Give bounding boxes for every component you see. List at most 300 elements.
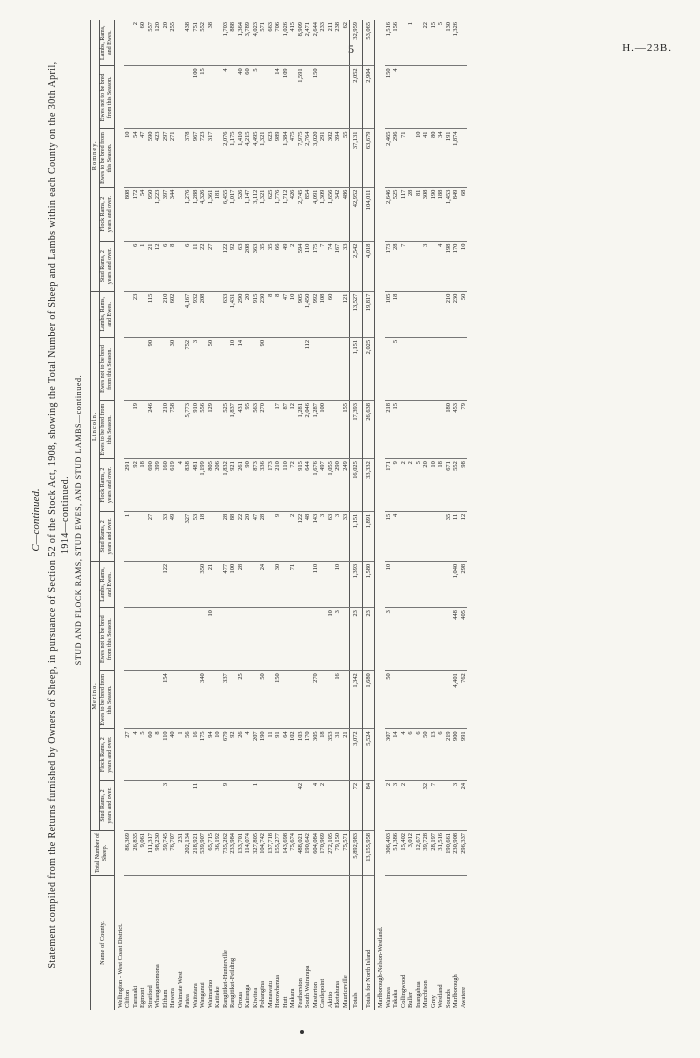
cell-value: 13: [430, 729, 438, 781]
cell-value: 80: [430, 129, 438, 187]
total-sheep: 9,061: [139, 831, 147, 876]
cell-value: [422, 671, 430, 729]
cell-value: 2,471: [304, 20, 312, 66]
cell-value: 218: [385, 401, 393, 459]
cell-value: [430, 608, 438, 671]
cell-value: [327, 401, 335, 459]
total-sheep: 233,984: [229, 831, 237, 876]
total-sheep: 137,718: [267, 831, 275, 876]
col-merino-4: Lambs, Rams, and Ewes.: [99, 561, 114, 607]
cell-value: [267, 66, 275, 129]
cell-value: [282, 608, 290, 671]
cell-value: 10: [460, 241, 468, 291]
cell-value: [259, 66, 267, 129]
county-name: Totals: [350, 876, 363, 1011]
cell-value: 26,638: [362, 401, 375, 459]
cell-value: 198: [445, 241, 453, 291]
cell-value: [304, 780, 312, 830]
cell-value: [147, 608, 155, 671]
cell-value: [342, 561, 350, 607]
cell-value: 4: [132, 729, 140, 781]
cell-value: 117: [400, 187, 408, 241]
cell-value: 208: [244, 241, 252, 291]
table-row: [289, 20, 297, 1010]
total-sheep: 31,516: [437, 831, 445, 876]
cell-value: [139, 561, 147, 607]
cell-value: [445, 608, 453, 671]
cell-value: 180: [445, 401, 453, 459]
cell-value: 1,326: [452, 20, 460, 66]
cell-value: 4,167: [184, 291, 192, 337]
cell-value: 3: [162, 780, 170, 830]
cell-value: [282, 561, 290, 607]
cell-value: 1,199: [199, 459, 207, 512]
cell-value: 10: [124, 129, 132, 187]
cell-value: 1,676: [312, 459, 320, 512]
cell-value: 305: [312, 729, 320, 781]
cell-value: [282, 671, 290, 729]
cell-value: 48: [304, 511, 312, 561]
cell-value: 3,112: [252, 187, 260, 241]
cell-value: 4,495: [252, 129, 260, 187]
cell-value: [422, 561, 430, 607]
cell-value: 42,952: [350, 187, 363, 241]
cell-value: [184, 671, 192, 729]
cell-value: 854: [304, 187, 312, 241]
cell-value: 363: [252, 241, 260, 291]
cell-value: [214, 241, 222, 291]
cell-value: [407, 291, 415, 337]
county-name: Waimate West: [176, 971, 184, 1008]
cell-value: 100: [192, 66, 200, 129]
cell-value: 88: [229, 511, 237, 561]
cell-value: [342, 337, 350, 400]
cell-value: [422, 337, 430, 400]
cell-value: 8: [267, 291, 275, 337]
cell-value: [199, 608, 207, 671]
cell-value: 4: [312, 780, 320, 830]
cell-value: 11: [192, 241, 200, 291]
cell-value: 1,287: [312, 401, 320, 459]
col-romney-4: Lambs, Rams, and Ewes.: [99, 20, 114, 66]
cell-value: 50: [422, 729, 430, 781]
cell-value: 8,909: [297, 20, 305, 66]
cell-value: 47: [139, 129, 147, 187]
col-romney-1: Flock Rams, 2 years and over.: [99, 187, 114, 241]
cell-value: [460, 66, 468, 129]
cell-value: [312, 337, 320, 400]
cell-value: 63: [237, 241, 245, 291]
table-row: [452, 20, 460, 1010]
cell-value: 706: [274, 20, 282, 66]
cell-value: 47: [252, 511, 260, 561]
cell-value: 22: [422, 20, 430, 66]
section-title: Wellington - West Coast District.: [116, 923, 124, 1008]
cell-value: 33: [342, 511, 350, 561]
cell-value: 3: [385, 608, 393, 671]
cell-value: 394: [334, 129, 342, 187]
col-name: Name of County.: [91, 876, 115, 1011]
cell-value: 5,773: [184, 401, 192, 459]
cell-value: [415, 511, 423, 561]
cell-value: 2,764: [304, 129, 312, 187]
county-name: Kaitieke: [214, 986, 221, 1008]
cell-value: 1: [177, 729, 185, 781]
county-name: Waimea: [384, 987, 392, 1008]
cell-value: 3: [334, 608, 342, 671]
table-row: [437, 20, 445, 1010]
cell-value: 2: [132, 20, 140, 66]
total-sheep: 488,021: [297, 831, 305, 876]
cell-value: [452, 337, 460, 400]
cell-value: 66: [274, 241, 282, 291]
county-name: Eltham: [161, 989, 169, 1008]
cell-value: 18: [199, 511, 207, 561]
cell-value: 7: [319, 241, 327, 291]
table-row: [154, 20, 162, 1010]
cell-value: 23: [350, 608, 363, 671]
cell-value: 13,527: [350, 291, 363, 337]
cell-value: 1,891: [362, 511, 375, 561]
cell-value: [282, 337, 290, 400]
cell-value: 1,431: [229, 291, 237, 337]
table-row: [304, 20, 312, 1010]
cell-value: 219: [445, 729, 453, 781]
cell-value: [460, 20, 468, 66]
total-sheep: 111,317: [147, 831, 155, 876]
total-sheep: 65,715: [207, 831, 215, 876]
cell-value: 378: [184, 129, 192, 187]
cell-value: 270: [312, 671, 320, 729]
cell-value: 16: [192, 729, 200, 781]
col-total: Total Number of Sheep.: [91, 831, 115, 876]
cell-value: [430, 241, 438, 291]
cell-value: [154, 401, 162, 459]
table-row: [422, 20, 430, 1010]
cell-value: 7: [430, 780, 438, 830]
cell-value: [415, 291, 423, 337]
cell-value: [392, 561, 400, 607]
cell-value: 56: [184, 729, 192, 781]
table-row: [312, 20, 320, 1010]
col-merino-0: Stud Rams, 2 years and over.: [99, 780, 114, 830]
cell-value: 4: [177, 459, 185, 512]
cell-value: 3: [319, 511, 327, 561]
cell-value: 14: [274, 66, 282, 129]
cell-value: 60: [147, 729, 155, 781]
total-row: [350, 20, 363, 1010]
cell-value: 10: [385, 561, 393, 607]
cell-value: [169, 608, 177, 671]
cell-value: 94: [207, 729, 215, 781]
cell-value: 191: [445, 129, 453, 187]
cell-value: [327, 561, 335, 607]
cell-value: [139, 291, 147, 337]
cell-value: [437, 401, 445, 459]
cell-value: 7: [400, 241, 408, 291]
cell-value: 175: [312, 241, 320, 291]
cell-value: 4: [392, 511, 400, 561]
cell-value: 2: [385, 780, 393, 830]
county-name: Totals for North Island: [362, 876, 375, 1011]
cell-value: [342, 780, 350, 830]
cell-value: 24: [460, 780, 468, 830]
cell-value: 31: [334, 729, 342, 781]
cell-value: 35: [267, 241, 275, 291]
cell-value: 4,018: [362, 241, 375, 291]
col-lincoln-1: Flock Rams, 2 years and over.: [99, 459, 114, 512]
cell-value: [422, 608, 430, 671]
cell-value: 208: [199, 291, 207, 337]
cell-value: 525: [392, 187, 400, 241]
cell-value: 207: [252, 729, 260, 781]
cell-value: [392, 671, 400, 729]
cell-value: 110: [282, 459, 290, 512]
cell-value: 230: [259, 291, 267, 337]
cell-value: 50: [207, 337, 215, 400]
cell-value: 210: [162, 291, 170, 337]
cell-value: [342, 66, 350, 129]
section-heading: [375, 20, 385, 1010]
cell-value: 122: [222, 241, 230, 291]
county-name: Manawatu: [266, 981, 274, 1008]
cell-value: [445, 66, 453, 129]
cell-value: 129: [207, 401, 215, 459]
cell-value: 175: [199, 729, 207, 781]
cell-value: 1,309: [319, 187, 327, 241]
cell-value: [244, 337, 252, 400]
cell-value: [297, 337, 305, 400]
cell-value: 28: [392, 241, 400, 291]
cell-value: 71: [400, 129, 408, 187]
cell-value: [237, 780, 245, 830]
total-sheep: 735,262: [222, 831, 230, 876]
cell-value: 28: [259, 511, 267, 561]
cell-value: 42: [297, 780, 305, 830]
cell-value: 210: [445, 291, 453, 337]
table-row: [267, 20, 275, 1010]
cell-value: 18: [392, 291, 400, 337]
cell-value: 14: [392, 729, 400, 781]
county-name: Hawera: [169, 988, 176, 1008]
table-row: [207, 20, 215, 1010]
cell-value: 290: [237, 291, 245, 337]
cell-value: 1,656: [327, 187, 335, 241]
cell-value: 53,065: [362, 20, 375, 66]
cell-value: [400, 291, 408, 337]
cell-value: 297: [162, 129, 170, 187]
cell-value: [334, 401, 342, 459]
statement-title: Statement compiled from the Returns furnished by Owners of Sheep, in pursuance of Section 52 of the Stock Act, 1908, showing the Total Number of Sheep and Lambs within each County on the 30th April, 1914—continued.: [47, 61, 71, 969]
county-name: Murchison: [422, 980, 429, 1008]
cell-value: 619: [169, 459, 177, 512]
county-name: Kairanga: [244, 984, 251, 1008]
cell-value: [304, 671, 312, 729]
cell-value: 405: [460, 608, 468, 671]
cell-value: [177, 511, 185, 561]
cell-value: [452, 66, 460, 129]
table-row: [342, 20, 350, 1010]
table-row: [244, 20, 252, 1010]
cell-value: 62: [342, 20, 350, 66]
cell-value: 87: [282, 401, 290, 459]
cell-value: [252, 337, 260, 400]
table-row: [184, 20, 192, 1010]
table-row: [297, 20, 305, 1010]
cell-value: 6,455: [222, 187, 230, 241]
cell-value: 563: [252, 401, 260, 459]
cell-value: [124, 608, 132, 671]
cell-value: 6: [184, 241, 192, 291]
cell-value: 34: [437, 129, 445, 187]
cell-value: [334, 291, 342, 337]
group-romney: Romney.: [91, 20, 100, 291]
col-lincoln-4: Lambs, Rams, and Ewes.: [99, 291, 114, 337]
table-row: [192, 20, 200, 1010]
cell-value: 230: [452, 291, 460, 337]
cell-value: 233: [319, 20, 327, 66]
cell-value: 10: [214, 729, 222, 781]
cell-value: 103: [297, 729, 305, 781]
cell-value: 438: [184, 20, 192, 66]
total-sheep: 13,155,958: [362, 831, 375, 876]
county-name: Inangahua: [414, 981, 422, 1008]
total-sheep: 155,277: [274, 831, 282, 876]
cell-value: 1,321: [259, 129, 267, 187]
total-sheep: 114,074: [244, 831, 252, 876]
cell-value: [132, 561, 140, 607]
cell-value: [407, 511, 415, 561]
cell-value: [415, 66, 423, 129]
cell-value: [445, 561, 453, 607]
cell-value: [297, 608, 305, 671]
cell-value: 1,410: [237, 129, 245, 187]
cell-value: 74: [327, 241, 335, 291]
cell-value: 4: [392, 66, 400, 129]
cell-value: 10: [289, 291, 297, 337]
cell-value: 1,040: [452, 561, 460, 607]
cell-value: 20: [422, 459, 430, 512]
cell-value: 122: [297, 511, 305, 561]
cell-value: 110: [304, 241, 312, 291]
cell-value: [124, 20, 132, 66]
cell-value: 15: [392, 401, 400, 459]
cell-value: [147, 780, 155, 830]
cell-value: 50: [460, 291, 468, 337]
cell-value: 91: [274, 729, 282, 781]
cell-value: 9: [392, 459, 400, 512]
cell-value: 6: [415, 729, 423, 781]
cell-value: 181: [214, 187, 222, 241]
cell-value: 11: [452, 511, 460, 561]
cell-value: [214, 129, 222, 187]
cell-value: 112: [304, 337, 312, 400]
cell-value: [199, 780, 207, 830]
cell-value: 20: [244, 291, 252, 337]
county-name: Oroua: [236, 992, 244, 1008]
cell-value: [407, 129, 415, 187]
cell-value: [415, 608, 423, 671]
cell-value: 33: [162, 511, 170, 561]
cell-value: [400, 66, 408, 129]
county-name: Castlepoint: [319, 978, 326, 1008]
cell-value: [162, 608, 170, 671]
document-reference: H.—23B.: [622, 42, 672, 54]
table-row: [124, 20, 132, 1010]
cell-value: 758: [169, 401, 177, 459]
cell-value: [430, 671, 438, 729]
cell-value: 79: [460, 401, 468, 459]
cell-value: [289, 671, 297, 729]
cell-value: 37,131: [350, 129, 363, 187]
cell-value: 270: [259, 401, 267, 459]
cell-value: 873: [252, 459, 260, 512]
cell-value: 35: [445, 511, 453, 561]
cell-value: [207, 66, 215, 129]
cell-value: 108: [319, 291, 327, 337]
county-name: Featherston: [296, 978, 304, 1008]
cell-value: [430, 401, 438, 459]
cell-value: 2: [319, 780, 327, 830]
cell-value: 12: [289, 401, 297, 459]
cell-value: 90: [259, 337, 267, 400]
table-row: [199, 20, 207, 1010]
cell-value: [169, 671, 177, 729]
total-sheep: 28,197: [430, 831, 438, 876]
cell-value: 1,017: [229, 187, 237, 241]
cell-value: [139, 608, 147, 671]
cell-value: 84: [362, 780, 375, 830]
total-sheep: 79,150: [334, 831, 342, 876]
cell-value: 2: [400, 780, 408, 830]
cell-value: [184, 66, 192, 129]
cell-value: 167: [334, 241, 342, 291]
cell-value: [437, 291, 445, 337]
cell-value: 8: [169, 241, 177, 291]
cell-value: 27: [124, 729, 132, 781]
cell-value: 3: [452, 780, 460, 830]
cell-value: [460, 129, 468, 187]
cell-value: [445, 671, 453, 729]
cell-value: [407, 337, 415, 400]
cell-value: [267, 511, 275, 561]
cell-value: 41: [422, 129, 430, 187]
cell-value: [177, 187, 185, 241]
cell-value: [267, 608, 275, 671]
county-name: Buller: [407, 992, 414, 1008]
cell-value: 12: [154, 241, 162, 291]
cell-value: 340: [199, 671, 207, 729]
total-sheep: 190,661: [445, 831, 453, 876]
cell-value: 53: [192, 511, 200, 561]
county-name: Horowhenua: [274, 974, 281, 1008]
total-sheep: 86,369: [124, 831, 132, 876]
cell-value: [267, 671, 275, 729]
cell-value: 63,679: [362, 129, 375, 187]
cell-value: 1,384: [282, 129, 290, 187]
cell-value: [169, 66, 177, 129]
total-sheep: 202,134: [184, 831, 192, 876]
cell-value: 92: [229, 729, 237, 781]
cell-value: 4,215: [244, 129, 252, 187]
cell-value: [214, 337, 222, 400]
cell-value: 71: [289, 561, 297, 607]
cell-value: [334, 66, 342, 129]
cell-value: 23: [132, 291, 140, 337]
table-row: [430, 20, 438, 1010]
cell-value: 723: [199, 129, 207, 187]
cell-value: 32: [422, 780, 430, 830]
